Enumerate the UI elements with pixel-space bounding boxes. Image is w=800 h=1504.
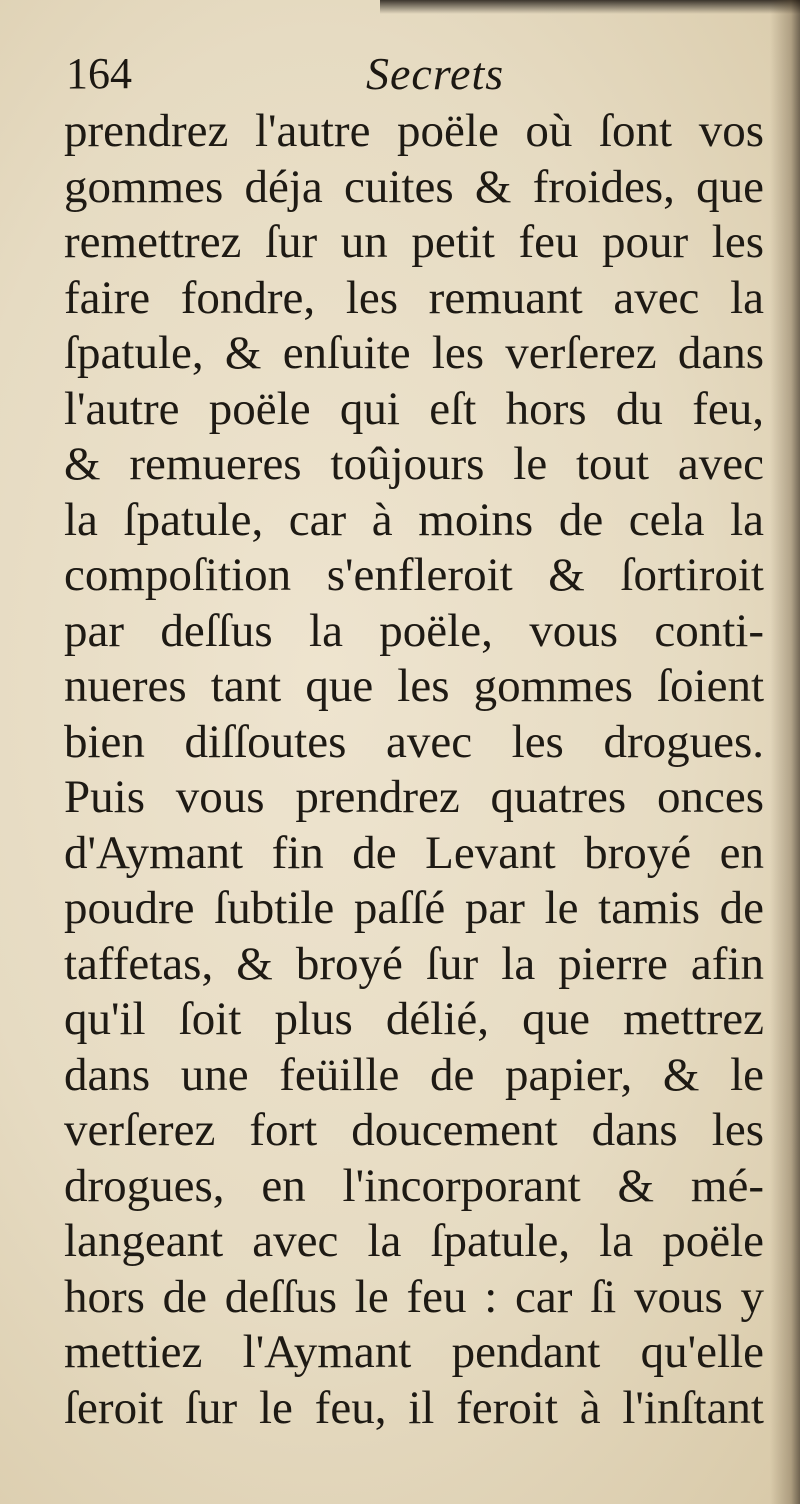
text-line: ſpatule, & enſuite les verſerez dans (64, 327, 764, 379)
text-line: compoſition s'enfleroit & ſortiroit (64, 549, 764, 601)
text-line: ſeroit ſur le feu, il feroit à l'inſtant (64, 1381, 764, 1434)
text-line: la ſpatule, car à moins de cela la (64, 493, 764, 546)
body-text (64, 104, 764, 1436)
text-line: drogues, en l'incorporant & mé- (64, 1159, 764, 1212)
page-top-shadow (380, 0, 800, 14)
text-line: verſerez fort doucement dans les (64, 1104, 764, 1156)
text-line: taffetas, & broyé ſur la pierre afin (64, 937, 764, 990)
text-line: Puis vous prendrez quatres onces (64, 771, 764, 823)
page-header (66, 44, 766, 104)
text-line: par deſſus la poële, vous conti- (64, 604, 764, 657)
text-line: prendrez l'autre poële où ſont vos (64, 105, 764, 157)
text-line: d'Aymant fin de Levant broyé en (64, 826, 764, 879)
text-line: mettiez l'Aymant pendant qu'elle (64, 1326, 764, 1378)
text-line: & remueres toûjours le tout avec (64, 438, 764, 490)
text-line: bien diſſoutes avec les drogues. (64, 715, 764, 768)
text-line: dans une feüille de papier, & le (64, 1048, 764, 1101)
text-line: l'autre poële qui eſt hors du feu, (64, 382, 764, 435)
page-number: 164 (66, 49, 132, 98)
text-line: nueres tant que les gommes ſoient (64, 660, 764, 712)
text-line: langeant avec la ſpatule, la poële (64, 1215, 764, 1267)
text-line: faire fondre, les remuant avec la (64, 271, 764, 324)
text-line: remettrez ſur un petit feu pour les (64, 216, 764, 268)
text-line: hors de deſſus le feu : car ſi vous y (64, 1270, 764, 1323)
text-line: gommes déja cuites & froides, que (64, 160, 764, 213)
running-head: Secrets (366, 48, 505, 99)
text-line: qu'il ſoit plus délié, que mettrez (64, 993, 764, 1045)
text-line: poudre ſubtile paſſé par le tamis de (64, 882, 764, 934)
